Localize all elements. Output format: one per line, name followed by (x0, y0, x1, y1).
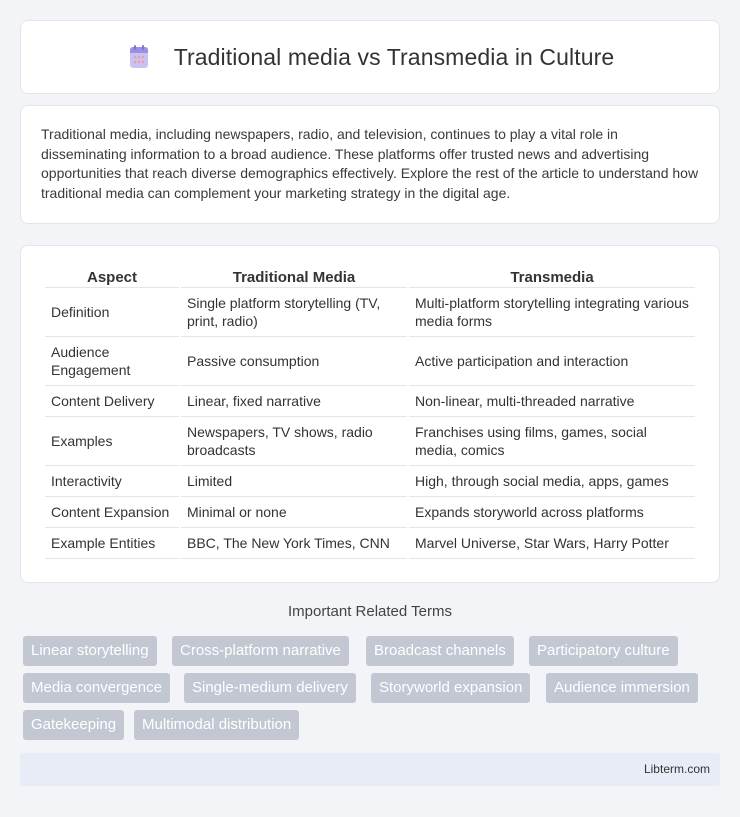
term-tag[interactable]: Gatekeeping (23, 710, 124, 740)
table-cell: Definition (45, 288, 179, 337)
table-cell: Example Entities (45, 528, 179, 559)
term-tag[interactable]: Single-medium delivery (184, 673, 356, 703)
term-tag[interactable]: Participatory culture (529, 636, 678, 666)
header-transmedia: Transmedia (409, 268, 695, 288)
table-cell: Content Expansion (45, 497, 179, 528)
document-icon (126, 44, 152, 70)
table-cell: Audience Engagement (45, 337, 179, 386)
table-cell: Marvel Universe, Star Wars, Harry Potter (409, 528, 695, 559)
term-tag[interactable]: Multimodal distribution (134, 710, 299, 740)
table-cell: Active participation and interaction (409, 337, 695, 386)
footer-site-link[interactable]: Libterm.com (643, 762, 710, 776)
table-cell: Newspapers, TV shows, radio broadcasts (181, 417, 407, 466)
header-aspect: Aspect (45, 268, 179, 288)
table-cell: Multi-platform storytelling integrating various media forms (409, 288, 695, 337)
intro-card (20, 105, 720, 224)
term-tag[interactable]: Cross-platform narrative (172, 636, 349, 666)
term-tag[interactable]: Media convergence (23, 673, 170, 703)
table-row (45, 337, 695, 386)
table-cell: Single platform storytelling (TV, print, radio) (181, 288, 407, 337)
comparison-card (20, 245, 720, 583)
table-row (45, 417, 695, 466)
term-tag[interactable]: Audience immersion (546, 673, 698, 703)
term-tag[interactable]: Broadcast channels (366, 636, 514, 666)
table-cell: Non-linear, multi-threaded narrative (409, 386, 695, 417)
table-cell: Interactivity (45, 466, 179, 497)
table-cell: Expands storyworld across platforms (409, 497, 695, 528)
comparison-table (43, 268, 697, 559)
table-row (45, 466, 695, 497)
table-row (45, 288, 695, 337)
term-tag[interactable]: Storyworld expansion (371, 673, 530, 703)
table-cell: Content Delivery (45, 386, 179, 417)
title-card (20, 20, 720, 94)
related-terms-title: Important Related Terms (288, 603, 452, 620)
table-cell: Passive consumption (181, 337, 407, 386)
table-cell: BBC, The New York Times, CNN (181, 528, 407, 559)
term-tag[interactable]: Linear storytelling (23, 636, 157, 666)
table-cell: Franchises using films, games, social media, comics (409, 417, 695, 466)
table-cell: Examples (45, 417, 179, 466)
table-cell: High, through social media, apps, games (409, 466, 695, 497)
footer (20, 753, 720, 786)
table-row (45, 386, 695, 417)
table-cell: Minimal or none (181, 497, 407, 528)
intro-paragraph: Traditional media, including newspapers, radio, and television, continues to play a vital role in disseminating information to a broad audience. These platforms offer trusted news and advertising opportunities that reach diverse demographics effectively. Explore the rest of the article to understand how traditional media can complement your marketing strategy in the digital age. (41, 126, 699, 201)
header-traditional-media: Traditional Media (181, 268, 407, 288)
table-cell: Limited (181, 466, 407, 497)
table-row (45, 528, 695, 559)
table-row (45, 497, 695, 528)
page-title: Traditional media vs Transmedia in Culture (173, 43, 615, 70)
table-cell: Linear, fixed narrative (181, 386, 407, 417)
